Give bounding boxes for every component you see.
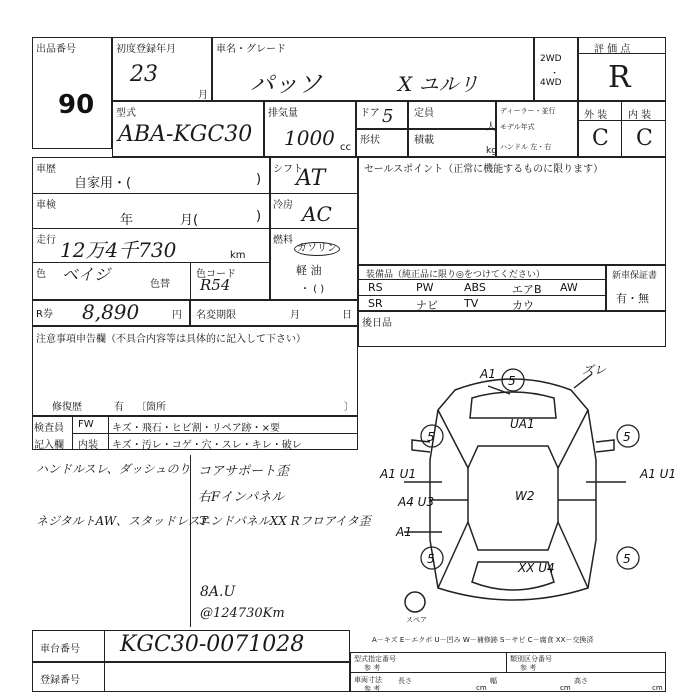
diagram-label-5-fl: 5	[427, 430, 435, 444]
type-cert-label: 型式指定番号	[354, 655, 396, 663]
car-name: パッソ	[250, 70, 322, 98]
fuel-label: 燃料	[273, 235, 293, 246]
exterior-label: 外 装	[584, 110, 608, 121]
length-label: 長さ	[398, 677, 412, 685]
mileage-label: 走行	[36, 235, 56, 246]
inspector-line-1: キズ・飛石・ヒビ割・リペア跡・×要	[112, 423, 280, 434]
lot-label: 出品番号	[36, 44, 76, 55]
class-ref: 参 考	[520, 664, 537, 672]
model-value: ABA-KGC30	[118, 122, 253, 147]
equipment-item: ナビ	[416, 299, 438, 312]
first-reg-label: 初度登録年月	[116, 44, 176, 55]
deadline-day: 日	[342, 310, 352, 321]
model-year-label: モデル年式	[500, 123, 535, 131]
drive-dot: ・	[550, 69, 560, 79]
kg-unit: kg	[486, 146, 497, 156]
chassis-label: 車台番号	[40, 644, 80, 655]
remark-right-4: 8A.U	[200, 584, 236, 600]
equipment-item: PW	[416, 281, 434, 294]
diagram-label-spare: スペア	[406, 616, 427, 624]
warranty-value: 有・無	[616, 292, 649, 305]
history-close: )	[256, 172, 262, 187]
interior-value: C	[636, 126, 653, 151]
diagram-label-5-rl: 5	[427, 552, 435, 566]
equipment-item: エアB	[512, 283, 542, 296]
interior-label: 内 装	[628, 110, 652, 121]
mileage-value: 12万4千730	[60, 238, 177, 262]
history-value: 自家用・(	[74, 176, 132, 191]
rating-value: R	[608, 60, 631, 95]
remark-right-3: エンドパネルXX Rフロアイタ歪	[198, 514, 371, 528]
inspector-label-2: 記入欄	[34, 440, 64, 451]
fuel-gas-circled: ガソリン	[294, 242, 340, 256]
inspector-interior: 内装	[78, 440, 98, 451]
inspector-label-1: 検査員	[34, 423, 64, 434]
height-label: 高さ	[574, 677, 588, 685]
chassis-value: KGC30-0071028	[120, 632, 305, 657]
remark-right-2: 右Fインパネル	[198, 490, 285, 505]
fuel-gas	[294, 242, 340, 256]
inspection-close: )	[256, 209, 262, 224]
recycle-label: R券	[36, 309, 53, 320]
diagram-label-w2: W2	[515, 489, 535, 503]
diagram-label-zure: ズレ	[582, 363, 607, 377]
sales-label: セールスポイント（正常に機能するものに限ります）	[364, 164, 604, 175]
drive-2wd: 2WD	[540, 54, 562, 64]
width-label: 幅	[490, 677, 497, 685]
drive-4wd: 4WD	[540, 78, 562, 88]
handle-label: ハンドル 左・右	[500, 143, 552, 151]
fuel-diesel: 軽 油	[296, 264, 322, 277]
grade: X ユルリ	[398, 72, 479, 96]
equipment-item: ABS	[464, 281, 486, 294]
color-change-label: 色替	[150, 279, 170, 290]
diagram-label-a1u1-right: A1 U1	[640, 467, 677, 481]
displacement-value: 1000	[284, 126, 335, 150]
person-unit: 人	[486, 122, 496, 133]
equipment-item: カウ	[512, 299, 534, 312]
diagram-label-a4u3: A4 U3	[398, 495, 435, 509]
equipment-item: RS	[368, 281, 383, 294]
diagram-label-5-rr: 5	[623, 552, 631, 566]
deadline-label: 名変期限	[196, 310, 236, 321]
remark-right-1: コアサポート歪	[198, 464, 290, 479]
damage-legend: A－キズ E－エクボ U－凹み W－補修跡 S－サビ C－腐食 XX－交換済	[372, 636, 594, 644]
diagram-label-5-top: 5	[508, 374, 516, 388]
recycle-yen: 円	[172, 310, 182, 321]
diagram-label-ua1: UA1	[510, 417, 535, 431]
history-label: 車歴	[36, 164, 56, 175]
doors-value: 5	[382, 106, 394, 127]
length-cm: cm	[476, 684, 487, 692]
equipment-item: SR	[368, 297, 383, 310]
repair-close: 〕	[344, 402, 354, 413]
equipment-label: 装備品（純正品に限り◎をつけてください）	[366, 270, 545, 280]
equipment-item: AW	[560, 281, 578, 294]
mileage-km: km	[230, 250, 246, 261]
registration-label: 登録番号	[40, 675, 80, 686]
diagram-label-a1-left: A1	[396, 525, 412, 539]
lot-number: 90	[58, 90, 95, 120]
repair-place: 〔箇所	[136, 402, 166, 413]
shift-label: シフト	[273, 164, 303, 175]
dealer-label: ディーラー・並行	[500, 107, 556, 115]
ac-label: 冷房	[273, 200, 293, 211]
deadline-month: 月	[290, 310, 300, 321]
color-code-label: 色コード	[196, 269, 236, 280]
warranty-label: 新車保証書	[612, 271, 658, 281]
shift-value: AT	[296, 166, 326, 191]
inspection-year-unit: 年	[120, 213, 134, 228]
ac-value: AC	[302, 202, 332, 226]
car-name-label: 車名・グレード	[216, 44, 286, 55]
exterior-value: C	[592, 126, 609, 151]
remark-left-2: ネジタルトAW、スタッドレスT	[36, 514, 208, 528]
diagram-label-a1-top: A1	[480, 367, 496, 381]
remark-right-5: @124730Km	[200, 606, 285, 621]
recycle-value: 8,890	[82, 300, 140, 324]
diagram-label-a1u1-left: A1 U1	[380, 467, 417, 481]
damage-diagram	[360, 350, 677, 630]
diagram-label-xxu4: XX U4	[518, 561, 555, 575]
doors-label: ドア	[360, 108, 380, 119]
rear-items-label: 後日品	[362, 318, 392, 329]
inspector-fw: FW	[78, 419, 94, 430]
remark-left-1: ハンドルスレ、ダッシュのり	[36, 462, 191, 476]
class-label: 類別区分番号	[510, 655, 552, 663]
model-label: 型式	[116, 108, 136, 119]
first-reg-month-unit: 月	[198, 90, 208, 101]
repair-label: 修復歴	[52, 402, 82, 413]
rating-label: 評 価 点	[594, 44, 631, 55]
rear-items-box	[358, 311, 666, 347]
inspection-label: 車検	[36, 200, 56, 211]
equipment-item: TV	[464, 297, 479, 310]
first-reg-year: 23	[130, 62, 158, 87]
height-cm: cm	[652, 684, 663, 692]
inspector-line-2: キズ・汚レ・コゲ・穴・スレ・キレ・破レ	[112, 440, 302, 451]
displacement-label: 排気量	[268, 108, 298, 119]
width-cm: cm	[560, 684, 571, 692]
color-value: ベイジ	[62, 265, 111, 284]
inspection-month-unit: 月(	[180, 213, 199, 228]
color-code: R54	[200, 276, 231, 294]
cc-unit: cc	[340, 142, 351, 153]
diagram-label-5-fr: 5	[623, 430, 631, 444]
capacity-label: 定員	[414, 108, 434, 119]
size-label: 車両寸法	[354, 676, 382, 684]
type-cert-ref: 参 考	[364, 664, 381, 672]
load-label: 積載	[414, 135, 434, 146]
notes-label: 注意事項申告欄（不具合内容等は具体的に記入して下さい）	[36, 334, 306, 345]
repair-value: 有	[114, 402, 124, 413]
fuel-paren: ・ ( )	[300, 284, 325, 295]
size-ref: 参 考	[364, 685, 381, 693]
shape-label: 形状	[360, 135, 380, 146]
color-label: 色	[36, 269, 46, 280]
